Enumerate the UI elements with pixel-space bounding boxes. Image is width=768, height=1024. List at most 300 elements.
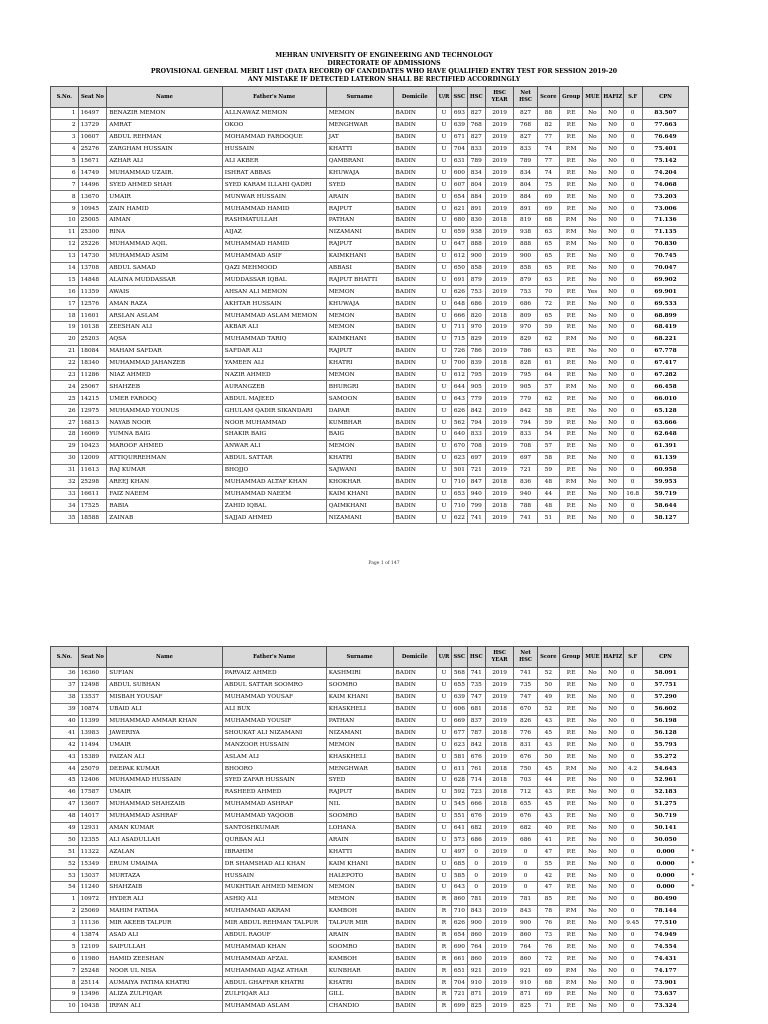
cell-net-hsc: 0	[514, 846, 537, 858]
cell-fathers-name: MUHAMMAD YAQOOB	[222, 810, 326, 822]
table-row	[51, 215, 716, 227]
cell-fathers-name: ZAHID IQBAL	[222, 500, 326, 512]
cell-fathers-name: AKBAR ALI	[222, 322, 326, 334]
cell-surname: KAIM KHANI	[326, 691, 393, 703]
cell-cpn: 68.899	[642, 310, 689, 322]
cell-group: P.E	[560, 798, 583, 810]
cell-hsc-year: 2019	[485, 298, 514, 310]
cell-group: P.E	[560, 191, 583, 203]
cell-score: 55	[537, 858, 559, 870]
cell-score: 61	[537, 357, 559, 369]
cell-sf: 0	[623, 191, 642, 203]
cell-fathers-name: RASHMATULLAH	[222, 215, 326, 227]
cell-ur: R	[437, 977, 452, 989]
cell-cpn: 74.431	[642, 953, 689, 965]
cell-ssc: 661	[451, 953, 467, 965]
cell-sf: 0	[623, 905, 642, 917]
cell-group: P.E	[560, 440, 583, 452]
cell-mue: No	[583, 893, 602, 905]
table-row	[51, 846, 716, 858]
cell-hsc: 735	[467, 679, 485, 691]
cell-cpn: 76.649	[642, 131, 689, 143]
cell-fathers-name: ANWAR ALI	[222, 440, 326, 452]
cell-hsc-year: 2019	[485, 953, 514, 965]
row-marker	[689, 476, 716, 488]
merit-table	[50, 646, 716, 1013]
table-row	[51, 775, 716, 787]
cell-seat-no: 11286	[78, 369, 107, 381]
cell-domicile: BADIN	[393, 167, 436, 179]
cell-hsc-year: 2018	[485, 310, 514, 322]
cell-hsc: 900	[467, 250, 485, 262]
cell-name: ERUM UMAIMA	[107, 858, 223, 870]
cell-group: P.E	[560, 989, 583, 1001]
cell-ur: U	[437, 858, 452, 870]
cell-surname: KAIM KHANI	[326, 488, 393, 500]
cell-cpn: 75.142	[642, 155, 689, 167]
cell-mue: No	[583, 440, 602, 452]
column-header-hsc-year: HSC YEAR	[485, 647, 514, 668]
cell-ssc: 666	[451, 310, 467, 322]
cell-domicile: BADIN	[393, 727, 436, 739]
cell-hsc: 721	[467, 464, 485, 476]
cell-score: 65	[537, 262, 559, 274]
cell-cpn: 58.091	[642, 668, 689, 680]
cell-name: MUHAMMAD HUSSAIN	[107, 775, 223, 787]
cell-surname: NIZAMANI	[326, 512, 393, 524]
cell-hsc: 871	[467, 989, 485, 1001]
cell-net-hsc: 825	[514, 1000, 537, 1012]
cell-cpn: 54.643	[642, 763, 689, 775]
cell-sno: 8	[51, 977, 79, 989]
cell-seat-no: 25114	[78, 977, 107, 989]
cell-hafiz: N0	[602, 333, 623, 345]
cell-hsc: 842	[467, 739, 485, 751]
cell-domicile: BADIN	[393, 810, 436, 822]
cell-ur: U	[437, 679, 452, 691]
cell-hsc-year: 2019	[485, 870, 514, 882]
cell-ssc: 680	[451, 215, 467, 227]
table-row	[51, 238, 716, 250]
row-marker	[689, 119, 716, 131]
cell-ur: U	[437, 143, 452, 155]
cell-sf: 0	[623, 381, 642, 393]
cell-name: SAIFULLAH	[107, 941, 223, 953]
cell-surname: MEMON	[326, 322, 393, 334]
cell-group: P.E	[560, 310, 583, 322]
cell-sno: 42	[51, 739, 79, 751]
cell-hafiz: N0	[602, 834, 623, 846]
row-marker	[689, 953, 716, 965]
cell-seat-no: 15349	[78, 858, 107, 870]
cell-fathers-name: SAFDAR ALI	[222, 345, 326, 357]
cell-hsc: 708	[467, 440, 485, 452]
cell-net-hsc: 905	[514, 381, 537, 393]
cell-group: P.E	[560, 417, 583, 429]
cell-score: 43	[537, 810, 559, 822]
cell-mue: No	[583, 977, 602, 989]
row-marker: *	[689, 858, 716, 870]
cell-group: P.M	[560, 763, 583, 775]
cell-hafiz: N0	[602, 322, 623, 334]
cell-seat-no: 12975	[78, 405, 107, 417]
cell-mue: No	[583, 143, 602, 155]
row-marker	[689, 357, 716, 369]
cell-surname: RAJPUT BHATTI	[326, 274, 393, 286]
cell-group: P.E	[560, 429, 583, 441]
cell-mue: No	[583, 369, 602, 381]
cell-surname: MEMON	[326, 893, 393, 905]
cell-net-hsc: 910	[514, 977, 537, 989]
cell-hsc-year: 2019	[485, 965, 514, 977]
cell-group: P.E	[560, 858, 583, 870]
table-row	[51, 476, 716, 488]
cell-hsc: 686	[467, 834, 485, 846]
cell-domicile: BADIN	[393, 822, 436, 834]
cell-fathers-name: ALI AKBER	[222, 155, 326, 167]
cell-fathers-name: MUHAMMAD YOUSIF	[222, 715, 326, 727]
cell-hsc: 794	[467, 417, 485, 429]
cell-hsc: 799	[467, 500, 485, 512]
row-marker	[689, 274, 716, 286]
cell-hsc: 781	[467, 893, 485, 905]
column-header-sno: S.No.	[51, 647, 79, 668]
cell-net-hsc: 795	[514, 369, 537, 381]
cell-hafiz: N0	[602, 238, 623, 250]
cell-mue: No	[583, 345, 602, 357]
cell-sno: 34	[51, 500, 79, 512]
cell-cpn: 0.000	[642, 870, 689, 882]
cell-ssc: 626	[451, 286, 467, 298]
cell-net-hsc: 676	[514, 810, 537, 822]
cell-sno: 31	[51, 464, 79, 476]
table-row	[51, 929, 716, 941]
cell-fathers-name: BHOJJO	[222, 464, 326, 476]
cell-hsc-year: 2019	[485, 1000, 514, 1012]
cell-hsc: 697	[467, 452, 485, 464]
cell-mue: No	[583, 834, 602, 846]
cell-sf: 0	[623, 333, 642, 345]
cell-hafiz: N0	[602, 668, 623, 680]
cell-name: ABDUL SAMAD	[107, 262, 223, 274]
cell-seat-no: 14496	[78, 179, 107, 191]
cell-mue: No	[583, 739, 602, 751]
cell-hsc-year: 2019	[485, 179, 514, 191]
cell-cpn: 56.128	[642, 727, 689, 739]
cell-net-hsc: 789	[514, 155, 537, 167]
cell-net-hsc: 970	[514, 322, 537, 334]
cell-hsc-year: 2018	[485, 775, 514, 787]
cell-seat-no: 11980	[78, 953, 107, 965]
cell-net-hsc: 741	[514, 668, 537, 680]
cell-hsc-year: 2019	[485, 512, 514, 524]
cell-group: P.E	[560, 262, 583, 274]
column-header-name: Name	[107, 647, 223, 668]
cell-score: 52	[537, 703, 559, 715]
cell-seat-no: 25226	[78, 238, 107, 250]
cell-surname: KAIMKHANI	[326, 333, 393, 345]
cell-ssc: 545	[451, 798, 467, 810]
cell-sf: 0	[623, 846, 642, 858]
cell-mue: No	[583, 381, 602, 393]
cell-domicile: BADIN	[393, 739, 436, 751]
table-row	[51, 262, 716, 274]
cell-mue: No	[583, 703, 602, 715]
cell-sf: 0	[623, 203, 642, 215]
row-marker	[689, 452, 716, 464]
cell-seat-no: 11494	[78, 739, 107, 751]
cell-domicile: BADIN	[393, 786, 436, 798]
cell-sf: 0	[623, 810, 642, 822]
cell-fathers-name: MUNWAR HUSSAIN	[222, 191, 326, 203]
cell-mue: No	[583, 476, 602, 488]
cell-sno: 54	[51, 882, 79, 894]
cell-fathers-name: MOHAMMAD FAROOQUE	[222, 131, 326, 143]
table-row	[51, 405, 716, 417]
cell-ur: U	[437, 488, 452, 500]
cell-name: MUHAMMAD AQIL	[107, 238, 223, 250]
cell-seat-no: 15671	[78, 155, 107, 167]
cell-domicile: BADIN	[393, 322, 436, 334]
cell-score: 63	[537, 345, 559, 357]
cell-mue: No	[583, 786, 602, 798]
merit-list-title: PROVISIONAL GENERAL MERIT LIST (DATA RECORD) OF CANDIDATES WHO HAVE QUALIFIED ENTRY TEST FOR SESSION 2019-20	[150, 68, 618, 75]
cell-name: AQSA	[107, 333, 223, 345]
cell-group: P.E	[560, 715, 583, 727]
cell-name: SHAHZEB	[107, 381, 223, 393]
cell-hsc-year: 2019	[485, 679, 514, 691]
cell-fathers-name: AURANGZEB	[222, 381, 326, 393]
cell-ssc: 704	[451, 977, 467, 989]
cell-hsc: 779	[467, 393, 485, 405]
cell-domicile: BADIN	[393, 834, 436, 846]
row-marker	[689, 226, 716, 238]
cell-domicile: BADIN	[393, 108, 436, 120]
row-marker	[689, 703, 716, 715]
cell-score: 76	[537, 941, 559, 953]
row-marker	[689, 977, 716, 989]
cell-surname: BAIG	[326, 429, 393, 441]
cell-hsc-year: 2019	[485, 440, 514, 452]
cell-group: P.M	[560, 905, 583, 917]
cell-name: ATTIQURREHMAN	[107, 452, 223, 464]
cell-hafiz: N0	[602, 739, 623, 751]
cell-group: P.E	[560, 739, 583, 751]
cell-name: ALIZA ZULFIQAR	[107, 989, 223, 1001]
cell-surname: BHURGRI	[326, 381, 393, 393]
cell-score: 72	[537, 298, 559, 310]
cell-sf: 0	[623, 464, 642, 476]
cell-cpn: 80.490	[642, 893, 689, 905]
disclaimer-text: ANY MISTAKE IF DETECTED LATERON SHALL BE RECTIFIED ACCORDINGLY	[247, 76, 521, 83]
cell-surname: KAIM KHANI	[326, 858, 393, 870]
cell-score: 62	[537, 393, 559, 405]
cell-domicile: BADIN	[393, 917, 436, 929]
row-marker	[689, 905, 716, 917]
cell-sno: 6	[51, 953, 79, 965]
table-row	[51, 703, 716, 715]
row-marker	[689, 739, 716, 751]
cell-domicile: BADIN	[393, 488, 436, 500]
cell-domicile: BADIN	[393, 715, 436, 727]
cell-ur: R	[437, 989, 452, 1001]
cell-hafiz: N0	[602, 357, 623, 369]
cell-hsc-year: 2019	[485, 452, 514, 464]
cell-sf: 0	[623, 357, 642, 369]
table-row	[51, 286, 716, 298]
cell-net-hsc: 741	[514, 512, 537, 524]
table-row	[51, 322, 716, 334]
cell-domicile: BADIN	[393, 369, 436, 381]
table-row	[51, 108, 716, 120]
cell-hafiz: N0	[602, 893, 623, 905]
column-header-group: Group	[560, 647, 583, 668]
cell-cpn: 74.554	[642, 941, 689, 953]
cell-mue: No	[583, 429, 602, 441]
cell-fathers-name: SANTOSHKUMAR	[222, 822, 326, 834]
cell-hafiz: N0	[602, 929, 623, 941]
cell-score: 44	[537, 775, 559, 787]
column-header-ur: U/R	[437, 87, 452, 108]
cell-name: ZEESHAN ALI	[107, 322, 223, 334]
cell-hsc: 761	[467, 763, 485, 775]
cell-domicile: BADIN	[393, 298, 436, 310]
cell-mue: No	[583, 250, 602, 262]
cell-domicile: BADIN	[393, 155, 436, 167]
cell-hsc-year: 2019	[485, 989, 514, 1001]
cell-mue: No	[583, 108, 602, 120]
cell-surname: NIZAMANI	[326, 727, 393, 739]
cell-seat-no: 15389	[78, 751, 107, 763]
cell-sf: 0	[623, 739, 642, 751]
cell-cpn: 50.719	[642, 810, 689, 822]
cell-group: P.E	[560, 834, 583, 846]
cell-ssc: 626	[451, 405, 467, 417]
cell-hsc-year: 2019	[485, 882, 514, 894]
cell-hsc-year: 2019	[485, 858, 514, 870]
cell-score: 51	[537, 512, 559, 524]
cell-hsc-year: 2018	[485, 703, 514, 715]
cell-sno: 14	[51, 262, 79, 274]
cell-ssc: 611	[451, 763, 467, 775]
cell-group: P.M	[560, 381, 583, 393]
cell-name: ZAIN HAMID	[107, 203, 223, 215]
cell-seat-no: 13037	[78, 870, 107, 882]
cell-ssc: 640	[451, 429, 467, 441]
cell-mue: No	[583, 929, 602, 941]
column-header-sno: S.No.	[51, 87, 79, 108]
column-header-fathers-name: Father's Name	[222, 87, 326, 108]
cell-sno: 3	[51, 917, 79, 929]
cell-hafiz: N0	[602, 345, 623, 357]
cell-seat-no: 18084	[78, 345, 107, 357]
cell-surname: KUNBHAR	[326, 965, 393, 977]
row-marker	[689, 405, 716, 417]
cell-surname: MEMON	[326, 108, 393, 120]
row-marker	[689, 668, 716, 680]
cell-cpn: 63.666	[642, 417, 689, 429]
cell-domicile: BADIN	[393, 703, 436, 715]
document-header	[0, 52, 768, 84]
cell-group: P.E	[560, 131, 583, 143]
university-title: MEHRAN UNIVERSITY OF ENGINEERING AND TECHNOLOGY	[275, 52, 493, 59]
column-header-mue: MUE	[583, 87, 602, 108]
cell-hsc: 860	[467, 953, 485, 965]
cell-surname: NIZAMANI	[326, 226, 393, 238]
cell-domicile: BADIN	[393, 250, 436, 262]
cell-score: 65	[537, 310, 559, 322]
cell-sf: 0	[623, 870, 642, 882]
cell-fathers-name: DR SHAMSHAD ALI KHAN	[222, 858, 326, 870]
cell-sf: 0	[623, 429, 642, 441]
cell-net-hsc: 764	[514, 941, 537, 953]
cell-ssc: 562	[451, 417, 467, 429]
cell-sno: 10	[51, 1000, 79, 1012]
cell-hafiz: N0	[602, 786, 623, 798]
cell-hsc-year: 2019	[485, 131, 514, 143]
cell-hafiz: N0	[602, 167, 623, 179]
cell-sno: 1	[51, 893, 79, 905]
cell-fathers-name: NOOR MUHAMMAD	[222, 417, 326, 429]
cell-ssc: 581	[451, 751, 467, 763]
cell-ssc: 626	[451, 917, 467, 929]
cell-hsc-year: 2019	[485, 262, 514, 274]
cell-group: P.M	[560, 226, 583, 238]
cell-name: NAYAB NOOR	[107, 417, 223, 429]
cell-name: UMAIR	[107, 191, 223, 203]
cell-surname: GILL	[326, 989, 393, 1001]
cell-domicile: BADIN	[393, 405, 436, 417]
cell-fathers-name: ABDUL MAJEED	[222, 393, 326, 405]
cell-sf: 0	[623, 882, 642, 894]
cell-seat-no: 25067	[78, 381, 107, 393]
cell-mue: No	[583, 727, 602, 739]
row-marker	[689, 322, 716, 334]
cell-cpn: 0.000	[642, 846, 689, 858]
cell-ur: U	[437, 775, 452, 787]
cell-name: SUFIAN	[107, 668, 223, 680]
cell-hsc: 891	[467, 203, 485, 215]
cell-name: JAWERIYA	[107, 727, 223, 739]
cell-fathers-name: SYED KARAM ILLAHI QADRI	[222, 179, 326, 191]
table-row	[51, 691, 716, 703]
cell-seat-no: 13983	[78, 727, 107, 739]
cell-group: P.E	[560, 882, 583, 894]
cell-sf: 0	[623, 977, 642, 989]
cell-cpn: 50.141	[642, 822, 689, 834]
cell-surname: SAJWANI	[326, 464, 393, 476]
cell-ur: U	[437, 703, 452, 715]
cell-mue: No	[583, 822, 602, 834]
cell-fathers-name: MUDDASSAR IQBAL	[222, 274, 326, 286]
cell-ur: U	[437, 476, 452, 488]
cell-mue: No	[583, 274, 602, 286]
cell-mue: No	[583, 333, 602, 345]
row-marker	[689, 369, 716, 381]
row-marker	[689, 417, 716, 429]
cell-cpn: 70.047	[642, 262, 689, 274]
cell-ur: U	[437, 417, 452, 429]
cell-sf: 0	[623, 131, 642, 143]
cell-ur: R	[437, 917, 452, 929]
cell-hafiz: N0	[602, 215, 623, 227]
cell-hafiz: N0	[602, 203, 623, 215]
cell-domicile: BADIN	[393, 417, 436, 429]
table-row	[51, 179, 716, 191]
cell-ssc: 639	[451, 691, 467, 703]
cell-sf: 0	[623, 965, 642, 977]
table-row	[51, 333, 716, 345]
